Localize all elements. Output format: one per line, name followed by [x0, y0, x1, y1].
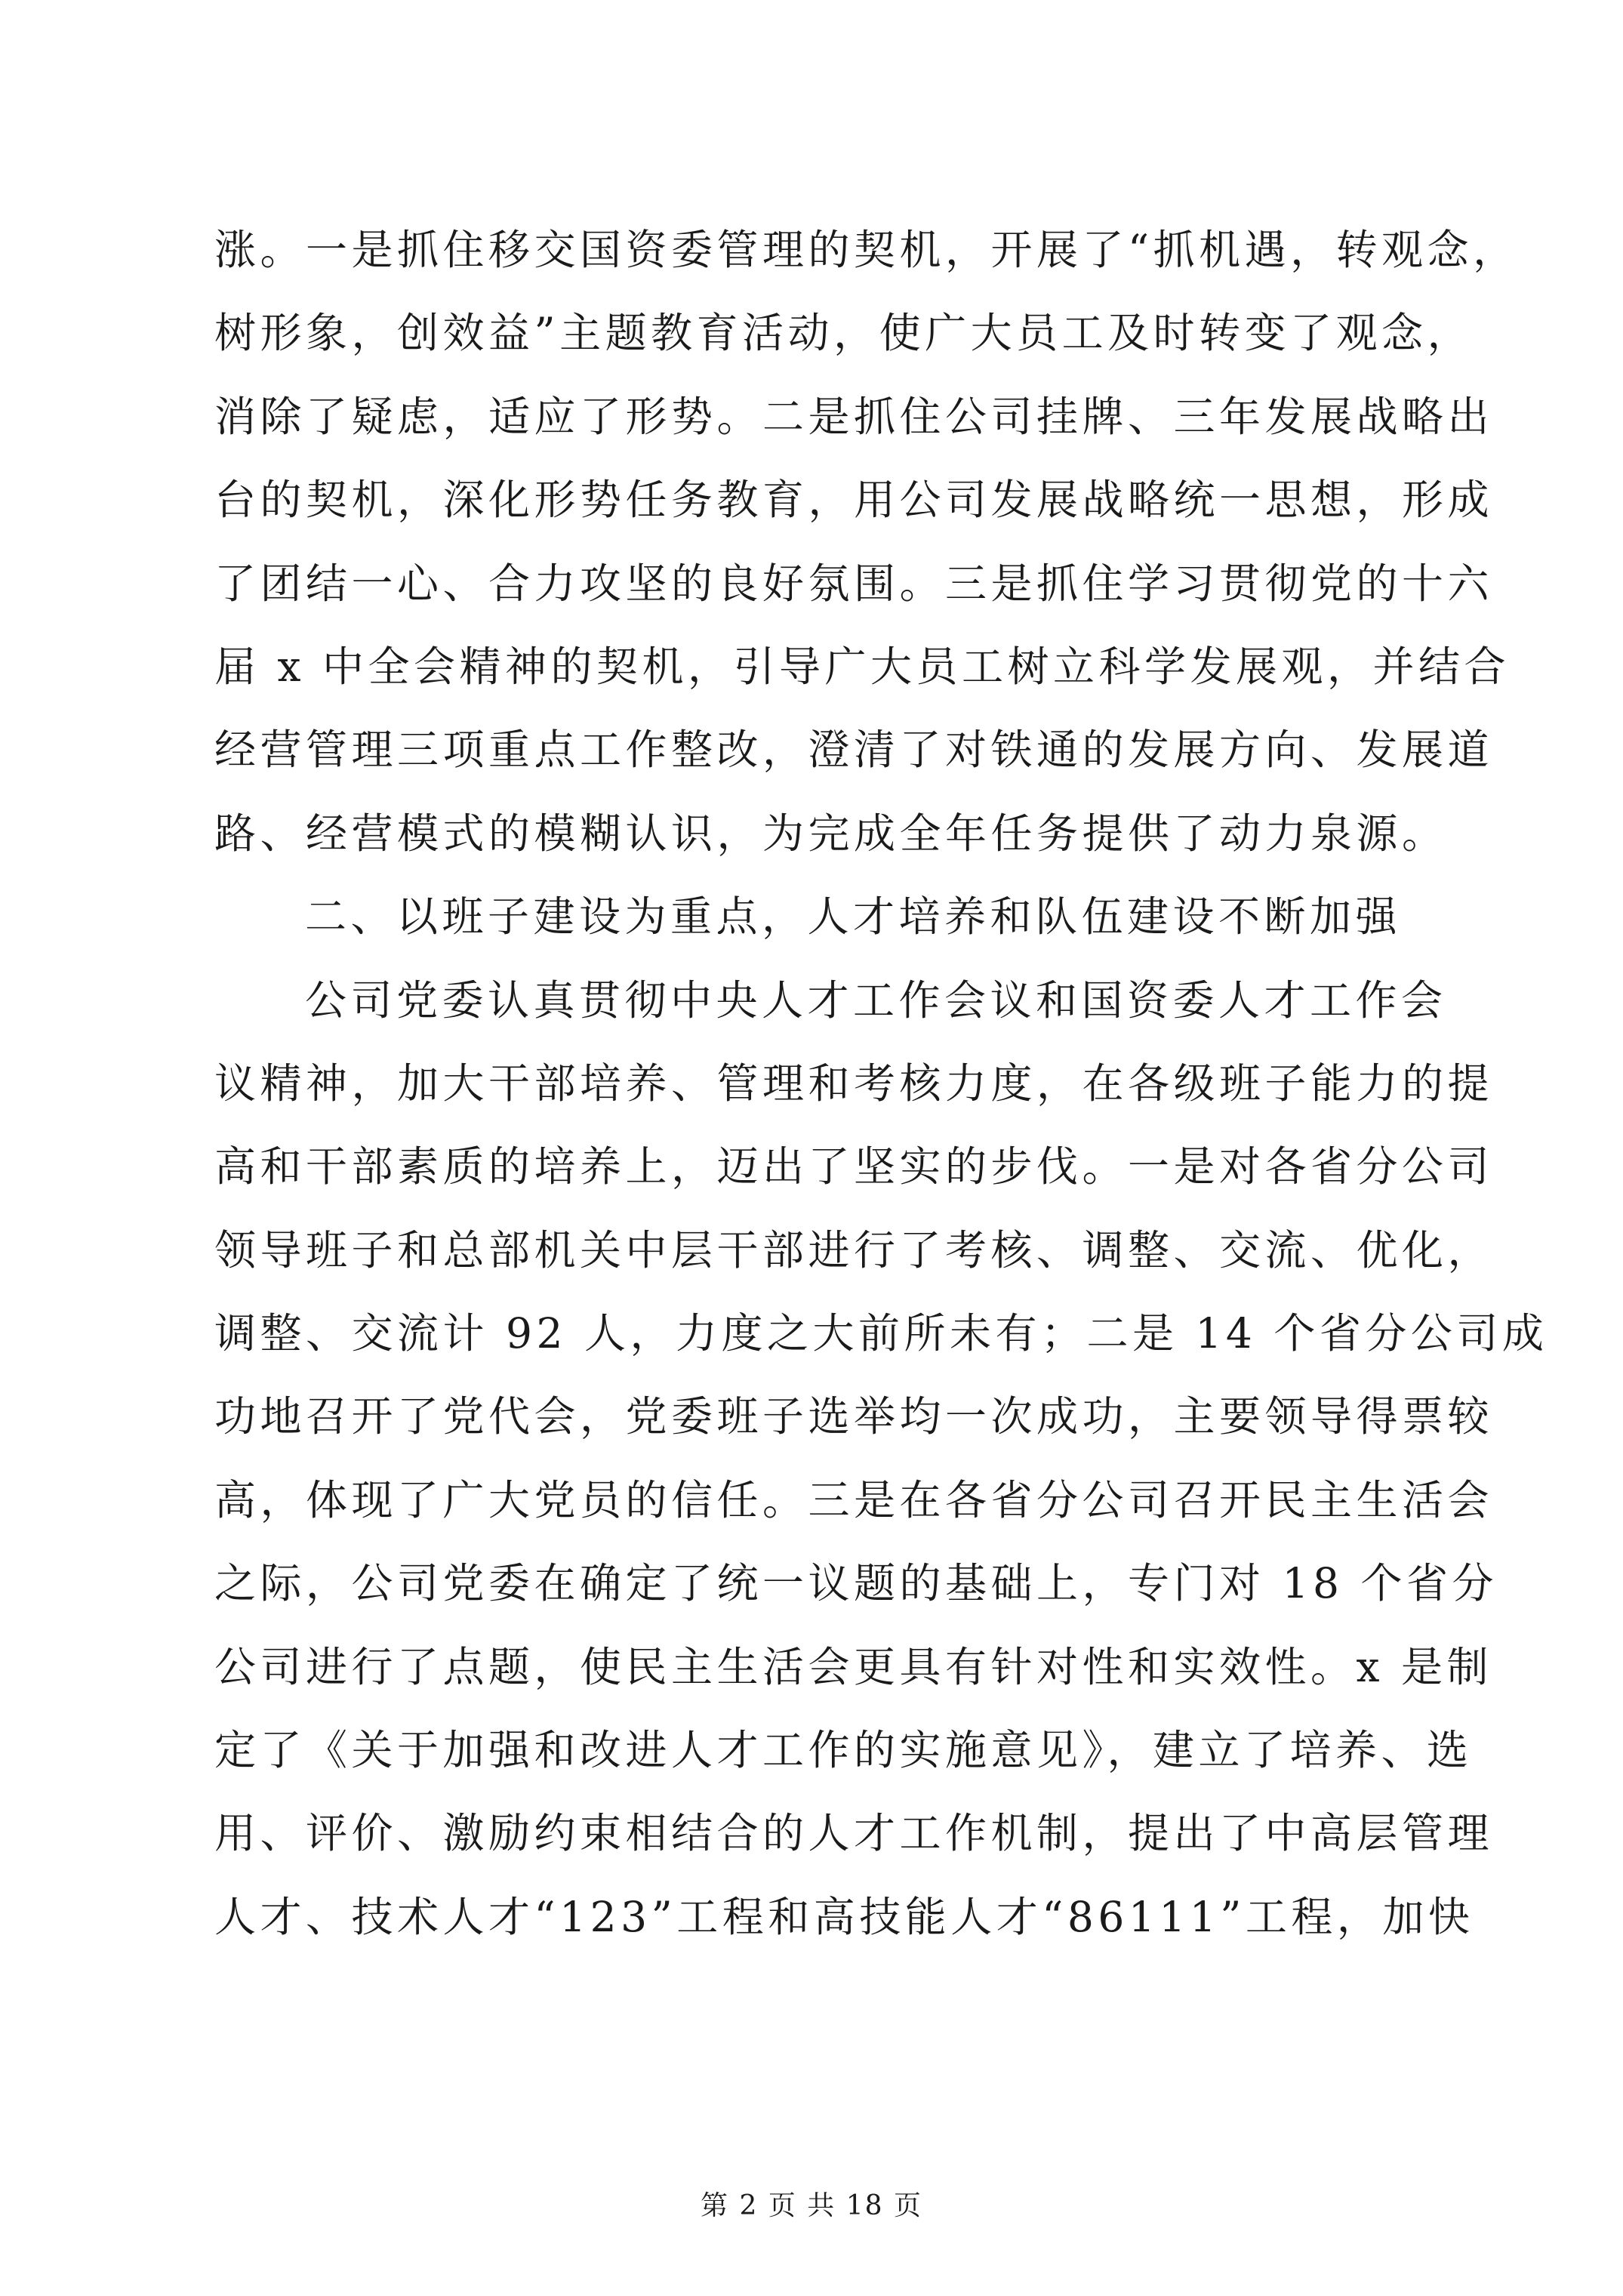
page-footer — [0, 2188, 1623, 2224]
text-line: 用、评价、激励约束相结合的人才工作机制，提出了中高层管理 — [214, 1809, 1494, 1858]
text-line: 公司进行了点题，使民主生活会更具有针对性和实效性。x 是制 — [214, 1642, 1493, 1691]
text-line: 调整、交流计 92 人，力度之大前所未有；二是 14 个省分公司成 — [214, 1309, 1548, 1358]
text-line: 高和干部素质的培养上，迈出了坚实的步伐。一是对各省分公司 — [214, 1142, 1494, 1191]
text-line: 路、经营模式的模糊认识，为完成全年任务提供了动力泉源。 — [214, 809, 1448, 858]
text-line: 公司党委认真贯彻中央人才工作会议和国资委人才工作会 — [305, 975, 1447, 1025]
text-line: 定了《关于加强和改进人才工作的实施意见》，建立了培养、选 — [214, 1726, 1473, 1775]
text-line: 人才、技术人才“123”工程和高技能人才“86111”工程，加快 — [214, 1892, 1474, 1941]
text-line: 高，体现了广大党员的信任。三是在各省分公司召开民主生活会 — [214, 1475, 1494, 1524]
text-line: 功地召开了党代会，党委班子选举均一次成功，主要领导得票较 — [214, 1392, 1494, 1441]
text-line: 台的契机，深化形势任务教育，用公司发展战略统一思想，形成 — [214, 476, 1494, 525]
text-line: 之际，公司党委在确定了统一议题的基础上，专门对 18 个省分 — [214, 1559, 1498, 1608]
text-line: 涨。一是抓住移交国资委管理的契机，开展了“抓机遇，转观念， — [214, 226, 1519, 274]
text-line: 经营管理三项重点工作整改，澄清了对铁通的发展方向、发展道 — [214, 726, 1494, 775]
text-line: 届 x 中全会精神的契机，引导广大员工树立科学发展观，并结合 — [214, 642, 1510, 691]
section-heading: 二、以班子建设为重点，人才培养和队伍建设不断加强 — [305, 892, 1402, 942]
text-line: 树形象，创效益”主题教育活动，使广大员工及时转变了观念， — [214, 309, 1474, 358]
page-number-label: 第 2 页 共 18 页 — [701, 2190, 922, 2221]
body-text — [214, 208, 1548, 1959]
text-line: 了团结一心、合力攻坚的良好氛围。三是抓住学习贯彻党的十六 — [214, 559, 1494, 608]
text-line: 领导班子和总部机关中层干部进行了考核、调整、交流、优化， — [214, 1225, 1494, 1274]
text-line: 消除了疑虑，适应了形势。二是抓住公司挂牌、三年发展战略出 — [214, 392, 1494, 441]
text-line: 议精神，加大干部培养、管理和考核力度，在各级班子能力的提 — [214, 1059, 1494, 1108]
